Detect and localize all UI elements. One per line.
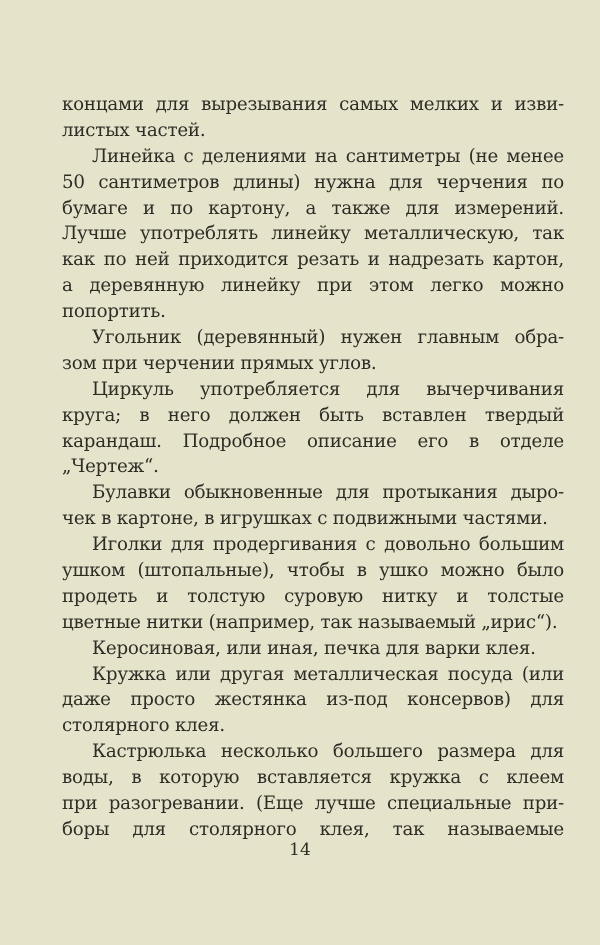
- text-line: а деревянную линейку при этом легко можно: [62, 275, 564, 297]
- text-line: ушком (штопальные), чтобы в ушко можно было: [62, 560, 564, 582]
- text-line: Угольник (деревянный) нужен главным обра-: [92, 327, 564, 349]
- text-line: „Чертеж“.: [62, 456, 159, 478]
- text-line: Керосиновая, или иная, печка для варки клея.: [92, 637, 536, 659]
- text-line: Булавки обыкновенные для протыкания дыро-: [92, 482, 564, 504]
- body-text: [62, 92, 564, 843]
- text-line: цветные нитки (например, так называемый „ирис“).: [62, 611, 558, 633]
- text-line: концами для вырезывания самых мелких и изви-: [62, 94, 564, 115]
- text-line: Кастрюлька несколько большего размера для: [92, 741, 564, 763]
- text-line: Лучше употреблять линейку металлическую, так: [62, 223, 564, 245]
- text-line: круга; в него должен быть вставлен твердый: [62, 404, 564, 426]
- text-line: попортить.: [62, 301, 166, 323]
- text-line: воды, в которую вставляется кружка с клеем: [62, 767, 564, 789]
- text-line: Линейка с делениями на сантиметры (не менее: [92, 145, 564, 167]
- text-line: как по ней приходится резать и надрезать картон,: [62, 249, 564, 271]
- page-number: 14: [289, 840, 311, 860]
- text-line: Циркуль употребляется для вычерчивания: [92, 378, 564, 400]
- text-line: чек в картоне, в игрушках с подвижными частями.: [62, 508, 548, 530]
- text-line: карандаш. Подробное описание его в отделе: [62, 430, 564, 452]
- text-line: листых частей.: [62, 119, 206, 141]
- text-line: боры для столярного клея, так называемые: [62, 818, 564, 840]
- text-line: 50 сантиметров длины) нужна для черчения по: [62, 171, 564, 193]
- text-line: столярного клея.: [62, 715, 225, 737]
- text-line: бумаге и по картону, а также для измерений.: [62, 197, 564, 219]
- text-line: продеть и толстую суровую нитку и толстые: [62, 585, 564, 607]
- text-line: даже просто жестянка из-под консервов) для: [62, 689, 564, 711]
- text-line: Кружка или другая металлическая посуда (или: [92, 663, 564, 685]
- text-line: зом при черчении прямых углов.: [62, 352, 377, 374]
- text-line: при разогревании. (Еще лучше специальные при-: [62, 793, 564, 815]
- text-line: Иголки для продергивания с довольно большим: [92, 534, 564, 556]
